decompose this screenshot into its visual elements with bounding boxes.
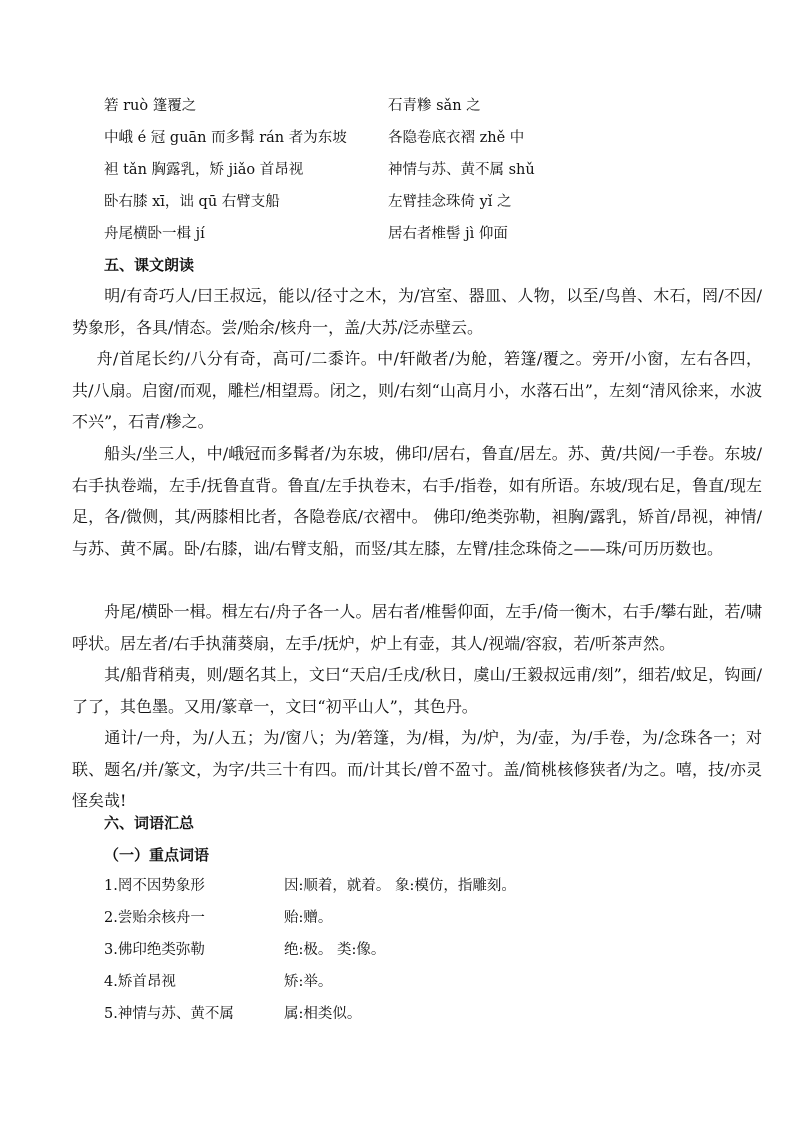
vocab-definition: 贻:赠。 [284,910,333,926]
vocab-item [104,968,724,996]
vocab-term: 4.矫首昂视 [104,974,176,990]
paragraph-text: 其/船背稍夷，则/题名其上，文曰“天启/壬戌/秋日，虞山/王毅叔远甫/刻”，细若/蚊足，钩画/了了，其色墨。又用/篆章一，文曰“初平山人”，其色丹。 [72,665,762,716]
paragraph-text: 舟/首尾长约/八分有奇，高可/二黍许。中/轩敞者/为舱，箬篷/覆之。旁开/小窗，左右各四，共/八扇。启窗/而观，雕栏/相望焉。闭之，则/右刻“山高月小，水落石出”，左刻“清风徐来，水波不兴”，石青/糁之。 [72,349,762,432]
pronunciation-row [104,220,744,248]
vocab-term: 1.罔不因势象形 [104,878,205,894]
subsection-heading: （一）重点词语 [104,846,210,864]
paragraph-text: 舟尾/横卧一楫。楫左右/舟子各一人。居右者/椎髻仰面，左手/倚一衡木，右手/攀右趾，若/啸呼状。居左者/右手执蒲葵扇，左手/抚炉，炉上有壶，其人/视端/容寂，若/听茶声然。 [72,602,762,653]
vocab-term: 5.神情与苏、黄不属 [104,1006,234,1022]
vocab-item [104,936,724,964]
pronunciation-right: 各隐卷底衣褶 zhě 中 [388,130,525,146]
pronunciation-right: 神情与苏、黄不属 shǔ [388,162,535,178]
pronunciation-row [104,188,744,216]
paragraph [72,596,762,659]
paragraph [72,659,762,722]
pronunciation-right: 居右者椎髻 jì 仰面 [388,226,508,242]
vocab-item [104,872,724,900]
pronunciation-row [104,156,744,184]
vocab-definition: 矫:举。 [284,974,333,990]
paragraph [72,722,762,817]
paragraph [72,343,762,438]
pronunciation-left: 舟尾横卧一楫 jí [104,226,205,242]
paragraph [72,438,762,564]
paragraph-text: 船头/坐三人，中/峨冠而多髯者/为东坡，佛印/居右，鲁直/居左。苏、黄/共阅/一手卷。东坡/右手执卷端，左手/抚鲁直背。鲁直/左手执卷末，右手/指卷，如有所语。东坡/现右足，鲁直/现左足，各/微侧，其/两膝相比者，各隐卷底/衣褶中。 佛印/绝类弥勒，袒胸/露乳，矫首/昂视，神情/与苏、黄不属。卧/右膝，诎/右臂支船，而竖/其左膝，左臂/挂念珠倚之——珠/可历历数也。 [72,444,762,558]
vocab-definition: 绝:极。 类:像。 [284,942,386,958]
vocab-definition: 因:顺着，就着。 象:模仿，指雕刻。 [284,878,516,894]
vocab-term: 2.尝贻余核舟一 [104,910,205,926]
pronunciation-row [104,124,744,152]
paragraph-text: 通计/一舟，为/人五；为/窗八；为/箬篷，为/楫，为/炉，为/壶，为/手卷，为/念珠各一；对联、题名/并/篆文，为字/共三十有四。而/计其长/曾不盈寸。盖/简桃核修狭者/为之。嘻，技/亦灵怪矣哉! [72,728,762,811]
paragraph-text: 明/有奇巧人/曰王叔远，能以/径寸之木，为/宫室、器皿、人物，以至/鸟兽、木石，罔/不因/势象形，各具/情态。尝/贻余/核舟一，盖/大苏/泛赤壁云。 [72,286,762,337]
section-heading-vocabulary: 六、词语汇总 [104,814,195,832]
pronunciation-left: 袒 tǎn 胸露乳，矫 jiǎo 首昂视 [104,162,304,178]
vocab-definition: 属:相类似。 [284,1006,362,1022]
section-heading-reading: 五、课文朗读 [104,256,195,274]
pronunciation-right: 石青糁 sǎn 之 [388,98,481,114]
pronunciation-left: 箬 ruò 篷覆之 [104,98,197,114]
pronunciation-right: 左臂挂念珠倚 yǐ 之 [388,194,512,210]
pronunciation-row [104,92,744,120]
vocab-item [104,1000,724,1028]
vocab-item [104,904,724,932]
pronunciation-left: 卧右膝 xī，诎 qū 右臂支船 [104,194,280,210]
paragraph [72,280,762,343]
vocab-term: 3.佛印绝类弥勒 [104,942,205,958]
pronunciation-left: 中峨 é 冠 guān 而多髯 rán 者为东坡 [104,130,347,146]
